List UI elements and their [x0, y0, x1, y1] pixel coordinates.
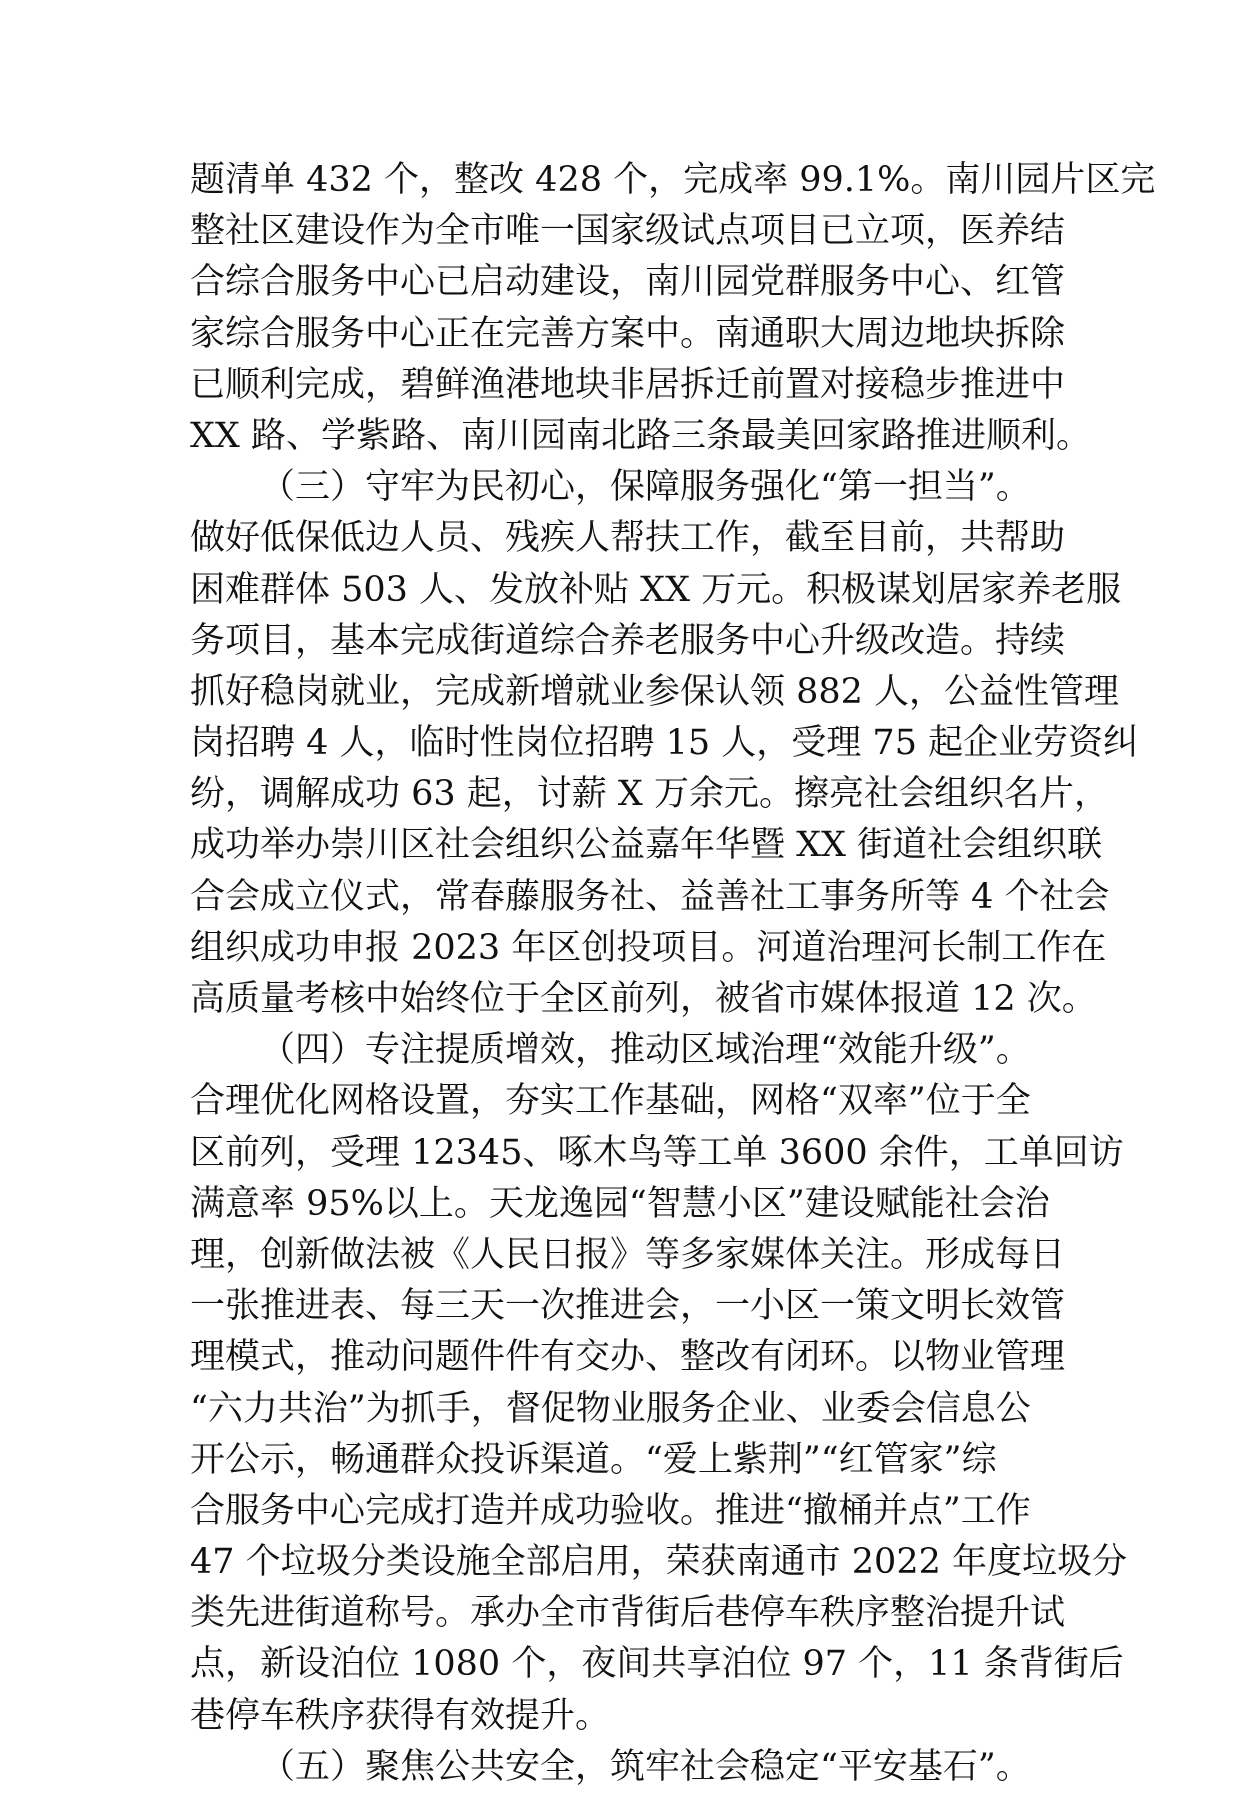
- text-line: 困难群体 503 人、发放补贴 XX 万元。积极谋划居家养老服: [190, 569, 1122, 610]
- section-heading-3: （三）守牢为民初心，保障服务强化“第一担当”。: [260, 467, 1031, 508]
- text-line: 整社区建设作为全市唯一国家级试点项目已立项，医养结: [190, 211, 1066, 252]
- text-line: 抓好稳岗就业，完成新增就业参保认领 882 人，公益性管理: [190, 671, 1120, 712]
- text-line: 类先进街道称号。承办全市背街后巷停车秩序整治提升试: [190, 1593, 1066, 1634]
- text-line: 已顺利完成，碧鲜渔港地块非居拆迁前置对接稳步推进中: [190, 364, 1066, 405]
- text-line: 合会成立仪式，常春藤服务社、益善社工事务所等 4 个社会: [190, 876, 1110, 917]
- text-line: 一张推进表、每三天一次推进会，一小区一策文明长效管: [190, 1286, 1066, 1327]
- section-heading-4: （四）专注提质增效，推动区域治理“效能升级”。: [260, 1030, 1031, 1071]
- text-line: 巷停车秩序获得有效提升。: [190, 1695, 611, 1736]
- text-line: 开公示，畅通群众投诉渠道。“爱上紫荆”“红管家”综: [190, 1439, 997, 1480]
- text-line: 家综合服务中心正在完善方案中。南通职大周边地块拆除: [190, 313, 1066, 354]
- text-line: 理模式，推动问题件件有交办、整改有闭环。以物业管理: [190, 1337, 1066, 1378]
- text-line: 成功举办崇川区社会组织公益嘉年华暨 XX 街道社会组织联: [190, 825, 1103, 866]
- text-line: 纷，调解成功 63 起，讨薪 X 万余元。擦亮社会组织名片，: [190, 774, 1109, 815]
- text-line: 区前列，受理 12345、啄木鸟等工单 3600 余件，工单回访: [190, 1132, 1124, 1173]
- text-line: XX 路、学紫路、南川园南北路三条最美回家路推进顺利。: [190, 415, 1091, 456]
- text-line: 点，新设泊位 1080 个，夜间共享泊位 97 个，11 条背街后: [190, 1644, 1124, 1685]
- text-line: 务项目，基本完成街道综合养老服务中心升级改造。持续: [190, 620, 1066, 661]
- text-line: 满意率 95%以上。天龙逸园“智慧小区”建设赋能社会治: [190, 1183, 1050, 1224]
- text-line: 高质量考核中始终位于全区前列，被省市媒体报道 12 次。: [190, 979, 1097, 1019]
- text-line: 合理优化网格设置，夯实工作基础，网格“双率”位于全: [190, 1081, 1031, 1122]
- text-line: “六力共治”为抓手，督促物业服务企业、业委会信息公: [190, 1388, 1031, 1429]
- text-line: 组织成功申报 2023 年区创投项目。河道治理河长制工作在: [190, 927, 1107, 968]
- text-line: 理，创新做法被《人民日报》等多家媒体关注。形成每日: [190, 1234, 1066, 1275]
- text-line: 题清单 432 个，整改 428 个，完成率 99.1%。南川园片区完: [190, 160, 1156, 200]
- text-line: 做好低保低边人员、残疾人帮扶工作，截至目前，共帮助: [190, 518, 1066, 559]
- text-line: 47 个垃圾分类设施全部启用，荣获南通市 2022 年度垃圾分: [190, 1542, 1127, 1583]
- section-heading-5: （五）聚焦公共安全，筑牢社会稳定“平安基石”。: [260, 1746, 1031, 1787]
- text-line: 岗招聘 4 人，临时性岗位招聘 15 人，受理 75 起企业劳资纠: [190, 723, 1139, 764]
- text-line: 合综合服务中心已启动建设，南川园党群服务中心、红管: [190, 262, 1066, 303]
- text-line: 合服务中心完成打造并成功验收。推进“撤桶并点”工作: [190, 1490, 1031, 1531]
- body-text: [190, 155, 1156, 1793]
